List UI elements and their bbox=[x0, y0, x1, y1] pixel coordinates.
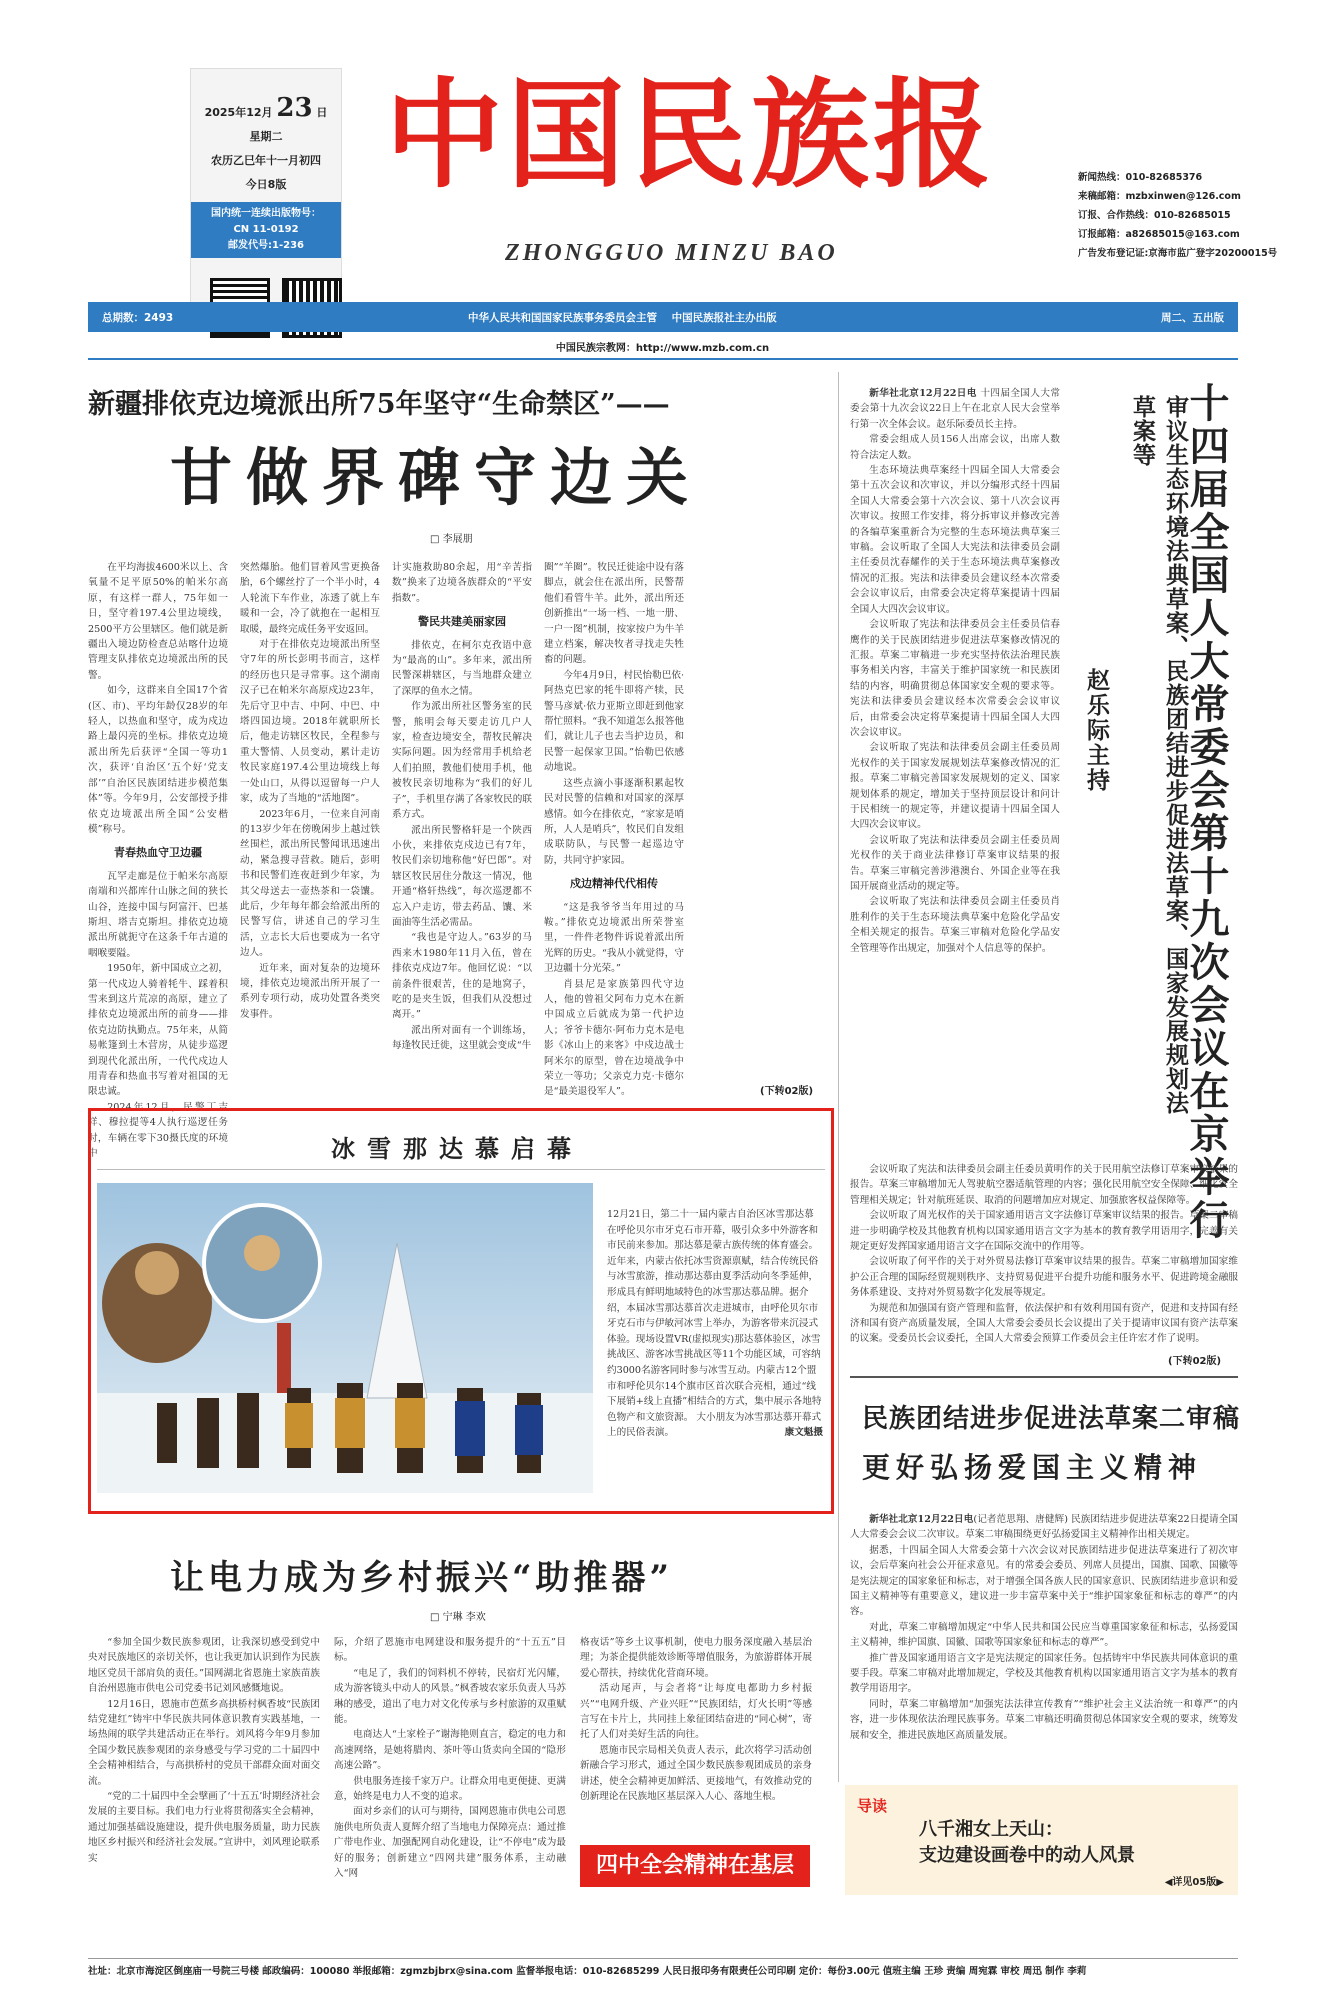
unity-headline-line2: 更好弘扬爱国主义精神 bbox=[862, 1451, 1203, 1484]
photo-caption-body: 12月21日，第二十一届内蒙古自治区冰雪那达慕在呼伦贝尔市牙克石市开幕，吸引众多中外游客和市民前来参加。那达慕是蒙古族传统的体育盛会。近年来，内蒙古依托冰雪资源禀赋，结合传统民俗与冰雪旅游，推动那达慕由夏季活动向冬季延伸，形成具有鲜明地域特色的冰雪那达慕品牌。据介绍，本届冰雪那达慕首次走进城市，由呼伦贝尔市牙克石市与伊敏河冰雪上举办，为游客带来沉浸式体验。现场设置VR(虚拟现实)那达慕体验区，冰雪挑战区、游客冰雪挑战区等11个功能区域，可容纳约3000名游客同时参与冰雪互动。内蒙古12个盟市和呼伦贝尔14个旗市区首次联合亮相，通过“线下展销+线上直播”相结合的方式，集中展示各地特色物产和文旅资源。 bbox=[607, 1209, 822, 1423]
lead-paragraph: 作为派出所社区警务室的民警，熊明会每天要走访几户人家，检查边境安全，帮牧民解决实际问题。因为经常用手机给老人们拍照，教他们使用手机，他被牧民亲切地称为“我们的好儿子”，手机里存满了各家牧民的联系方式。 bbox=[392, 701, 532, 821]
date-day: 23 bbox=[276, 93, 313, 123]
npc-dateline: 新华社北京12月22日电 bbox=[869, 388, 977, 399]
contact-submission-email: 来稿邮箱：mzbxinwen@126.com bbox=[1078, 191, 1241, 202]
lead-paragraph: 2023年6月，一位来自河南的13岁少年在傍晚闲步上越过铁丝围栏，派出所民警闻讯迅速出动，紧急搜寻营救。随后，彭明书和民警们连夜赶到少年家，为其父母送去一壶热茶和一袋馕。此后，少年每年都会给派出所的民警写信，讲述自己的学习生活，立志长大后也要成为一名守边人。 bbox=[240, 808, 380, 959]
weekday: 星期二 bbox=[249, 130, 283, 143]
date-year: 2025年12月 bbox=[204, 106, 273, 119]
npc-paragraph: 生态环境法典草案经十四届全国人大常委会第十五次会议和次审议，并以分编形式经十四届全国人大常委会第十六次会议、第十八次会议再次审议。按照工作安排，将分拆审议并修改完善的各编草案重新合为完整的生态环境法典草案三审稿。会议听取了全国人大宪法和法律委员会副主任委员沈春耀作的关于生态环境法典草案修改情况的汇报。宪法和法律委员会建议经本次常委会会议审议后，由常委会决定将草案提请十四届全国人大四次会议审议。 bbox=[850, 465, 1060, 615]
issn-label: 国内统一连续出版物号： bbox=[211, 208, 321, 219]
guide-title-line2: 支边建设画卷中的动人风景 bbox=[919, 1845, 1135, 1866]
npc-paragraph: 常委会组成人员156人出席会议，出席人数符合法定人数。 bbox=[850, 434, 1060, 461]
lead-paragraph: 瓦罕走廊是位于帕米尔高原南端和兴都库什山脉之间的狭长山谷，连接中国与阿富汗、巴基斯坦、塔吉克斯坦。排依克边境派出所就扼守在这条千年古道的咽喉要隘。 bbox=[88, 870, 228, 959]
lead-paragraph: 在平均海拔4600米以上、含氧量不足平原50%的帕米尔高原，有这样一群人，75年如一日，坚守着197.4公里边境线，2500平方公里辖区。他们就是新疆出入境边防检查总站喀什边境管理支队排依克边境派出所的民警。 bbox=[88, 562, 228, 681]
unity-paragraph: 据悉，十四届全国人大常委会第十六次会议对民族团结进步促进法草案进行了初次审议，会后草案向社会公开征求意见。有的常委会委员、列席人员提出，国旗、国歌、国徽等是宪法规定的国家象征和标志，对于增强全国各族人民的国家意识、民族团结进步意识和爱国主义精神等有重要意义，建议进一步丰富草案中关于“维护国家象征和标志的尊严”的内容。 bbox=[850, 1544, 1238, 1618]
guide-ref: ◀详见05版▶ bbox=[1164, 1877, 1224, 1888]
right-divider bbox=[850, 1376, 1238, 1378]
lead-paragraph: “我也是守边人。”63岁的马西来木1980年11月入伍，曾在排依克戍边7年。他回忆说：“以前条件很艰苦，住的是地窝子，吃的是夹生饭，但我们从没想过离开。” bbox=[392, 932, 532, 1021]
npc-paragraph: 会议听取了何平作的关于对外贸易法修订草案审议结果的报告。草案二审稿增加国家维护公正合理的国际经贸规则秩序、支持贸易促进平台提升功能和服务水平、促进跨境金融服务体系建设、支持对外贸易数字化发展等规定。 bbox=[850, 1256, 1238, 1299]
npc-headline: 十四届全国人大常委会第十九次会议在京举行 bbox=[1183, 382, 1230, 1242]
npc-lead-paragraph bbox=[850, 386, 1060, 432]
power-paragraph: “党的二十届四中全会擘画了‘十五五’时期经济社会发展的主要目标。我们电力行业将贯彻落实全会精神，通过加强基础设施建设，提升供电服务质量，助力民族地区乡村振兴和经济社会发展。”宣讲中，刘风理论联系实 bbox=[88, 1791, 320, 1864]
guide-label: 导读 bbox=[857, 1797, 888, 1815]
unity-reporters: (记者范思翔、唐健辉) bbox=[973, 1514, 1068, 1525]
power-paragraph: 恩施市民宗局相关负责人表示，此次将学习活动创新融合学习形式，通过全国少数民族参观团成员的亲身讲述，使全会精神更加鲜活、更接地气，有效推动党的创新理论在民族地区基层深入人心、落地生根。 bbox=[580, 1744, 812, 1803]
unity-paragraph: 民族团结进步促进法草案22日提请全国人大常委会会议二次审议。草案二审稿围绕更好弘扬爱国主义精神作出相关规定。 bbox=[850, 1514, 1238, 1541]
publish-schedule: 周二、五出版 bbox=[1161, 312, 1224, 324]
npc-paragraph: 会议听取了宪法和法律委员会副主任委员肖胜利作的关于生态环境法典草案中危险化学品安全相关规定的报告。草案三审稿对危险化学品安全管理等作出规定，加强对个人信息等的保护。 bbox=[850, 896, 1060, 954]
power-paragraph: 电商达人“土家栓子”谢海艳则直言，稳定的电力和高速网络，是她将腊肉、茶叶等山货卖向全国的“隐形高速公路”。 bbox=[334, 1729, 566, 1772]
lead-paragraph: 今年4月9日，村民怡勒巴依·阿热克巴家的牦牛即将产犊，民警马彦斌·依力亚斯立即赶到他家帮忙照料。“我不知道怎么报答他们，就让儿子也去当护边员，和民警一起保家卫国。”怡勒巴依感动地说。 bbox=[544, 669, 684, 774]
npc-continued[interactable]: (下转02版) bbox=[1168, 1356, 1222, 1367]
photo-headline-rule bbox=[97, 1169, 825, 1170]
guide-title-line1: 八千湘女上天山： bbox=[919, 1819, 1063, 1840]
npc-paragraph: 会议听取了宪法和法律委员会副主任委员黄明作的关于民用航空法修订草案审议结果的报告。草案三审稿增加无人驾驶航空器适航管理的内容；强化民用航空安全保障、细化安全管理相关规定；针对航班延误、取消的问题增加应对规定、加强旅客权益保障等。 bbox=[850, 1164, 1238, 1206]
column-divider bbox=[838, 372, 839, 1782]
lead-kicker: 新疆排依克边境派出所75年坚守“生命禁区”—— bbox=[88, 389, 670, 420]
lead-subhead: 警民共建美丽家园 bbox=[418, 615, 506, 629]
npc-paragraph: 会议听取了宪法和法律委员会副主任委员周光权作的关于商业法律修订草案审议结果的报告。草案三审稿完善涉港澳台、外国企业等在我国开展商业活动的规定等。 bbox=[850, 834, 1060, 892]
lead-column-2 bbox=[240, 560, 380, 1090]
lead-column-4 bbox=[544, 560, 684, 1098]
power-byline: □ 宁琳 李欢 bbox=[430, 1612, 486, 1623]
lead-paragraph: 计实施救助80余起，用“辛苦指数”换来了边境各族群众的“平安指数”。 bbox=[392, 562, 532, 604]
sponsor-line: 中华人民共和国国家民族事务委员会主管 中国民族报社主办出版 bbox=[468, 312, 777, 324]
contact-subscription-hotline: 订报、合作热线：010-82685015 bbox=[1078, 210, 1231, 221]
power-column-3 bbox=[580, 1635, 812, 1835]
issue-number: 总期数：2493 bbox=[102, 312, 174, 324]
section-badge: 四中全会精神在基层 bbox=[580, 1845, 810, 1887]
contact-info bbox=[1078, 168, 1318, 263]
page-count: 今日8版 bbox=[245, 178, 287, 191]
ad-license: 广告发布登记证:京海市监广登字20200015号 bbox=[1078, 248, 1278, 259]
power-paragraph: 际，介绍了恩施市电网建设和服务提升的“十五五”目标。 bbox=[334, 1637, 566, 1664]
photo-horse-riders bbox=[97, 1183, 593, 1493]
lead-paragraph: 肖县尼是家族第四代守边人，他的曾祖父阿布力克木在新中国成立后就成为第一代护边人；爷爷卡德尔·阿布力克木是电影《冰山上的来客》中戍边战士阿米尔的原型，曾在边境战争中荣立一等功；父亲克力克·卡德尔是“最美退役军人”。 bbox=[544, 978, 684, 1098]
npc-paragraph: 会议听取了宪法和法律委员会主任委员信春鹰作的关于民族团结进步促进法草案修改情况的汇报。草案二审稿进一步充实坚持依法治理民族事务相关内容，丰富关于维护国家统一和民族团结的内容，明确贯彻总体国家安全观的要求等。宪法和法律委员会建议经本次常委会会议审议后，由常委会决定将草案提请十四届全国人大四次会议审议。 bbox=[850, 619, 1060, 738]
unity-body bbox=[850, 1512, 1238, 1774]
lead-headline: 甘做界碑守边关 bbox=[170, 441, 703, 514]
unity-paragraph: 同时，草案二审稿增加“加强宪法法律宣传教育”“维护社会主义法治统一和尊严”的内容，进一步体现依法治理民族事务。草案二审稿还明确贯彻总体国家安全观的要求，统筹发展和安全，推进民族地区高质量发展。 bbox=[850, 1698, 1238, 1741]
footer: 社址：北京市海淀区倒座庙一号院三号楼 邮政编码：100080 举报邮箱：zgmzbjbrx@sina.com 监督举报电话：010-82685299 人民日报印务有限责任公司印刷 定价：每份3.00元 值班主编 王珍 责编 周宛霖 审校 周迅 制作 李莉 bbox=[88, 1958, 1238, 1985]
lead-paragraph: 突然爆胎。他们冒着风雪更换备胎，6个螺丝拧了一个半小时，4人轮流下车作业，冻透了就上车暖和一会，冷了就抱在一起相互取暖，最终完成任务平安返回。 bbox=[240, 562, 380, 635]
lead-paragraph: 如今，这群来自全国17个省(区、市)、平均年龄仅28岁的年轻人，以热血和坚守，成为戍边路上最闪亮的坐标。排依克边境派出所先后获评“全国一等功1次，获评‘自治区’五个好‘党支部’”自治区民族团结进步模范集体”等。今年9月，公安部授予排依克边境派出所全国“公安楷模”称号。 bbox=[88, 685, 228, 835]
website: 中国民族宗教网：http://www.mzb.com.cn bbox=[555, 343, 770, 354]
lead-paragraph: 派出所民警格轩是一个陕西小伙，来排依克戍边已有7年，牧民们亲切地称他“好巴郎”。对辖区牧民居住分散这一情况，他开通“格轩热线”，每次巡逻都不忘入户走访，带去药品、馕、米面油等生活必需品。 bbox=[392, 824, 532, 928]
photo-credit: 康文魁摄 bbox=[784, 1427, 823, 1439]
lead-subhead: 青春热血守卫边疆 bbox=[114, 846, 202, 860]
npc-subheadline: 审议生态环境法典草案、民族团结进步促进法草案、国家发展规划法草案等 bbox=[1129, 395, 1189, 1115]
lead-column-1 bbox=[88, 560, 228, 1160]
lead-column-3 bbox=[392, 560, 532, 1090]
photo-headline: 冰雪那达慕启幕 bbox=[331, 1134, 583, 1163]
lead-paragraph: 排依克，在柯尔克孜语中意为“最高的山”。多年来，派出所民警深耕辖区，与当地群众建立了深厚的鱼水之情。 bbox=[392, 639, 532, 697]
npc-paragraph: 为规范和加强国有资产管理和监督，依法保护和有效利用国有资产，促进和支持国有经济和国有资产高质量发展，全国人大常委会委员长会议提出了关于提请审议国有资产法草案的议案。受委员长会议委托，全国人大常委会预算工作委员会主任许宏才作了说明。 bbox=[850, 1302, 1238, 1345]
unity-paragraph: 推广普及国家通用语言文字是宪法规定的国家任务。包括铸牢中华民族共同体意识的重要手段。草案二审稿对此增加规定，学校及其他教育机构以国家通用语言文字为基本的教育教学用语用字。 bbox=[850, 1652, 1238, 1695]
unity-headline-line1: 民族团结进步促进法草案二审稿 bbox=[862, 1404, 1241, 1434]
lead-paragraph: 1950年，新中国成立之初，第一代戍边人骑着牦牛、踩着积雪来到这片荒凉的高原，建立了排依克边境派出所的前身——排依克边防执勤点。75年来，从简易帐篷到土木营房，从徒步巡逻到现代化派出所，一代代戍边人用青春和热血书写着对祖国的无限忠诚。 bbox=[88, 963, 228, 1098]
lead-subhead: 戍边精神代代相传 bbox=[570, 877, 658, 891]
power-headline: 让电力成为乡村振兴“助推器” bbox=[170, 1558, 674, 1598]
lead-paragraph: 2024年12月，民警丁吉祥、穆拉提等4人执行巡逻任务时，车辆在零下30摄氏度的环境中 bbox=[88, 1101, 228, 1160]
photo-caption-tail: 大小朋友为冰雪那达慕开幕式上的民俗表演。 bbox=[607, 1411, 822, 1439]
power-paragraph: 12月16日，恩施市芭蕉乡高拱桥村枫香坡“民族团结党建红”铸牢中华民族共同体意识教育实践基地，一场热闹的联学共建活动正在举行。刘风将今年9月参加全国少数民族参观团的亲身感受与学习党的二十届四中全会精神相结合，与高拱桥村的党员干部群众面对面交流。 bbox=[88, 1698, 320, 1787]
lead-byline: □ 李展朋 bbox=[430, 534, 473, 545]
masthead-pinyin: ZHONGGUO MINZU BAO bbox=[505, 240, 838, 266]
lead-paragraph: 对于在排依克边境派出所坚守7年的所长彭明书而言，这样的经历也只是寻常事。这个湖南汉子已在帕米尔高原戍边23年，先后守卫中吉、中阿、中巴、中塔四国边境。2018年就职所长后，他走访辖区牧民，全程参与重大警情、人员变动，累计走访牧民家庭197.4公里边境线上每一处山口，从得以逗留每一户人家，成为了当地的“活地图”。 bbox=[240, 639, 380, 805]
date-suffix: 日 bbox=[316, 106, 328, 119]
issn-block bbox=[191, 202, 341, 258]
contact-news-hotline: 新闻热线：010-82685376 bbox=[1078, 172, 1203, 183]
masthead-title: 中国民族报 bbox=[385, 65, 996, 204]
unity-dateline: 新华社北京12月22日电 bbox=[869, 1514, 974, 1525]
issn-number: CN 11-0192 bbox=[233, 224, 299, 235]
post-code: 邮发代号:1-236 bbox=[228, 240, 304, 251]
npc-paragraph: 十四届全国人大常委会第十九次会议22日上午在北京人民大会堂举行第一次全体会议。赵乐际委员长主持。 bbox=[850, 388, 1061, 430]
publication-banner bbox=[88, 302, 1238, 332]
contact-subscription-email: 订报邮箱：a82685015@163.com bbox=[1078, 229, 1240, 240]
lead-paragraph: “这是我爷爷当年用过的马鞍。”排依克边境派出所荣誉室里，一件件老物件诉说着派出所光辉的历史。“我从小就觉得，守卫边疆十分光荣。” bbox=[544, 901, 684, 975]
festival-photo-illustration bbox=[97, 1183, 593, 1493]
npc-column-top bbox=[850, 386, 1060, 1156]
unity-paragraph: 对此，草案二审稿增加规定“中华人民共和国公民应当尊重国家象征和标志，弘扬爱国主义精神，维护国旗、国徽、国歌等国家象征和标志的尊严”。 bbox=[850, 1621, 1238, 1649]
lead-paragraph: 近年来，面对复杂的边境环境，排依克边境派出所开展了一系列专项行动，成功处置各类突发事件。 bbox=[240, 962, 380, 1020]
power-paragraph: “电足了，我们的饲料机不停转，民宿灯光闪耀，成为游客镜头中动人的风景。”枫香坡农家乐负责人马苏琳的感受，道出了电力对文化传承与乡村旅游的双重赋能。 bbox=[334, 1667, 566, 1726]
npc-paragraph: 会议听取了周光权作的关于国家通用语言文字法修订草案审议结果的报告。草案二审稿进一步明确学校及其他教育机构以国家通用语言文字为基本的教育教学用语用字，完善有关规定更好发挥国家通用语言文字在国际交流中的作用等。 bbox=[850, 1210, 1238, 1253]
power-paragraph: 格夜话”等乡土议事机制，使电力服务深度融入基层治理；为茶企提供能效诊断等增值服务，为旅游群体开展爱心帮扶，持续优化营商环境。 bbox=[580, 1637, 812, 1679]
power-column-1 bbox=[88, 1635, 320, 1945]
npc-column-bottom bbox=[850, 1162, 1238, 1352]
lead-paragraph: 这些点滴小事逐渐积累起牧民对民警的信赖和对国家的深厚感情。如今在排依克，“家家是哨所，人人是哨兵”，牧民们自发组成联防队，与民警一起巡边守防，共同守护家园。 bbox=[544, 777, 684, 866]
power-paragraph: “参加全国少数民族参观团，让我深切感受到党中央对民族地区的亲切关怀，也让我更加认识到作为民族地区党员干部肩负的责任。”国网湖北省恩施土家族苗族自治州恩施市供电公司党委书记刘风感慨地说。 bbox=[88, 1637, 320, 1695]
power-paragraph: 面对乡亲们的认可与期待，国网恩施市供电公司恩施供电所负责人夏辉介绍了当地电力保障亮点：通过推广带电作业、加强配网自动化建设，让“不停电”成为最好的服务；创新建立“四网共建”服务体系，主动融入“网 bbox=[334, 1806, 566, 1880]
power-paragraph: 活动尾声，与会者将“让每度电都助力乡村振兴”“电网升级、产业兴旺”“民族团结，灯火长明”等感言写在卡片上，共同挂上象征团结奋进的“同心树”，寄托了人们对美好生活的向往。 bbox=[580, 1683, 812, 1741]
lead-paragraph: 派出所对面有一个训练场，每逢牧民迁徙，这里就会变成“牛 bbox=[392, 1024, 532, 1052]
lunar-date: 农历乙巳年十一月初四 bbox=[211, 154, 321, 167]
photo-caption bbox=[607, 1207, 823, 1441]
photo-feature-box bbox=[88, 1108, 834, 1514]
npc-presider: 赵乐际主持 bbox=[1083, 668, 1110, 793]
unity-lead-paragraph bbox=[850, 1512, 1238, 1543]
power-column-2 bbox=[334, 1635, 566, 1945]
header-divider bbox=[88, 358, 1238, 360]
npc-paragraph: 会议听取了宪法和法律委员会副主任委员周光权作的关于国家发展规划法草案修改情况的汇报。草案二审稿完善国家发展规划的定义、国家规划体系的规定，增加关于坚持顶层设计和问计于民相统一的规定等，并建议提请十四届全国人大四次会议审议。 bbox=[850, 742, 1060, 831]
lead-paragraph: 圈”“羊圈”。牧民迁徙途中设有落脚点，就会住在派出所，民警帮他们看管牛羊。此外，派出所还创新推出“一场一档、一地一册、一户一图”机制，按家按户为牛羊建立档案，解决牧者寻找走失牲畜的问题。 bbox=[544, 562, 684, 666]
guide-box[interactable] bbox=[845, 1785, 1238, 1895]
lead-continued[interactable]: (下转02版) bbox=[760, 1086, 814, 1097]
power-paragraph: 供电服务连接千家万户。让群众用电更便捷、更满意，始终是电力人不变的追求。 bbox=[334, 1775, 566, 1803]
